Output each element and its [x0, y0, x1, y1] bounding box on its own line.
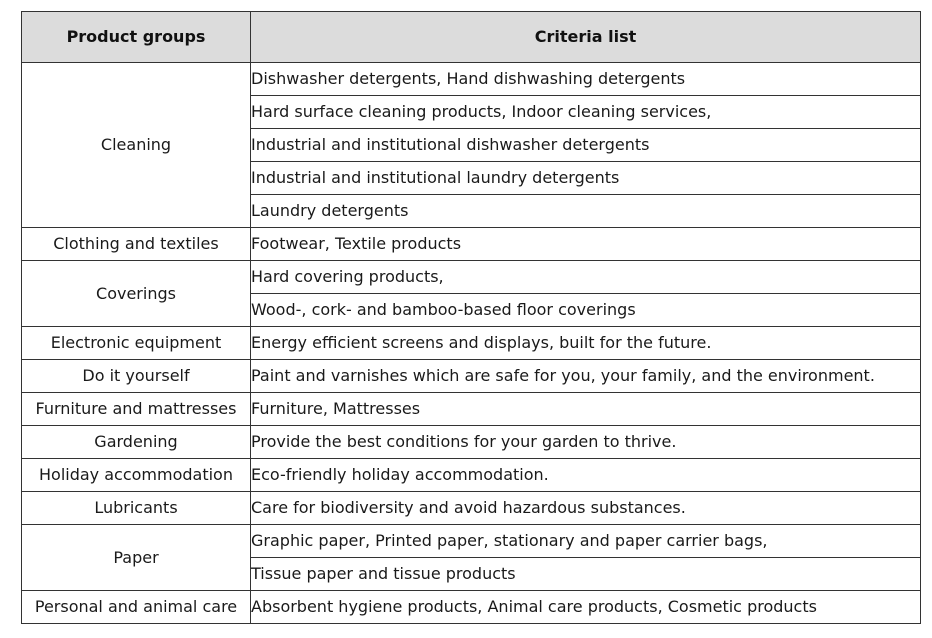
criteria-cell: Dishwasher detergents, Hand dishwashing detergents	[251, 63, 921, 96]
criteria-cell: Paint and varnishes which are safe for you, your family, and the environment.	[251, 360, 921, 393]
product-group-cell: Personal and animal care	[22, 591, 251, 624]
table-row	[22, 63, 921, 96]
criteria-cell: Eco-friendly holiday accommodation.	[251, 459, 921, 492]
criteria-cell: Hard surface cleaning products, Indoor cleaning services,	[251, 96, 921, 129]
table-row	[22, 228, 921, 261]
product-group-cell: Lubricants	[22, 492, 251, 525]
product-group-cell: Furniture and mattresses	[22, 393, 251, 426]
product-group-cell: Clothing and textiles	[22, 228, 251, 261]
product-group-cell: Gardening	[22, 426, 251, 459]
table-row	[22, 327, 921, 360]
criteria-cell: Industrial and institutional dishwasher detergents	[251, 129, 921, 162]
criteria-cell: Footwear, Textile products	[251, 228, 921, 261]
table-row	[22, 525, 921, 558]
product-group-cell: Cleaning	[22, 63, 251, 228]
table-row	[22, 261, 921, 294]
criteria-cell: Tissue paper and tissue products	[251, 558, 921, 591]
header-criteria-list: Criteria list	[251, 12, 921, 63]
product-group-cell: Holiday accommodation	[22, 459, 251, 492]
table-body	[22, 63, 921, 624]
criteria-cell: Provide the best conditions for your garden to thrive.	[251, 426, 921, 459]
criteria-cell: Wood-, cork- and bamboo-based floor coverings	[251, 294, 921, 327]
product-group-cell: Do it yourself	[22, 360, 251, 393]
criteria-cell: Graphic paper, Printed paper, stationary and paper carrier bags,	[251, 525, 921, 558]
criteria-cell: Industrial and institutional laundry detergents	[251, 162, 921, 195]
table-row	[22, 591, 921, 624]
table-row	[22, 360, 921, 393]
product-group-cell: Paper	[22, 525, 251, 591]
header-row	[22, 12, 921, 63]
table-row	[22, 492, 921, 525]
table-row	[22, 426, 921, 459]
criteria-cell: Laundry detergents	[251, 195, 921, 228]
product-group-cell: Coverings	[22, 261, 251, 327]
table-row	[22, 459, 921, 492]
table-row	[22, 393, 921, 426]
criteria-table	[21, 11, 921, 624]
header-product-groups: Product groups	[22, 12, 251, 63]
criteria-cell: Care for biodiversity and avoid hazardous substances.	[251, 492, 921, 525]
criteria-cell: Furniture, Mattresses	[251, 393, 921, 426]
criteria-cell: Energy efficient screens and displays, built for the future.	[251, 327, 921, 360]
table-header	[22, 12, 921, 63]
criteria-cell: Hard covering products,	[251, 261, 921, 294]
product-group-cell: Electronic equipment	[22, 327, 251, 360]
criteria-cell: Absorbent hygiene products, Animal care products, Cosmetic products	[251, 591, 921, 624]
